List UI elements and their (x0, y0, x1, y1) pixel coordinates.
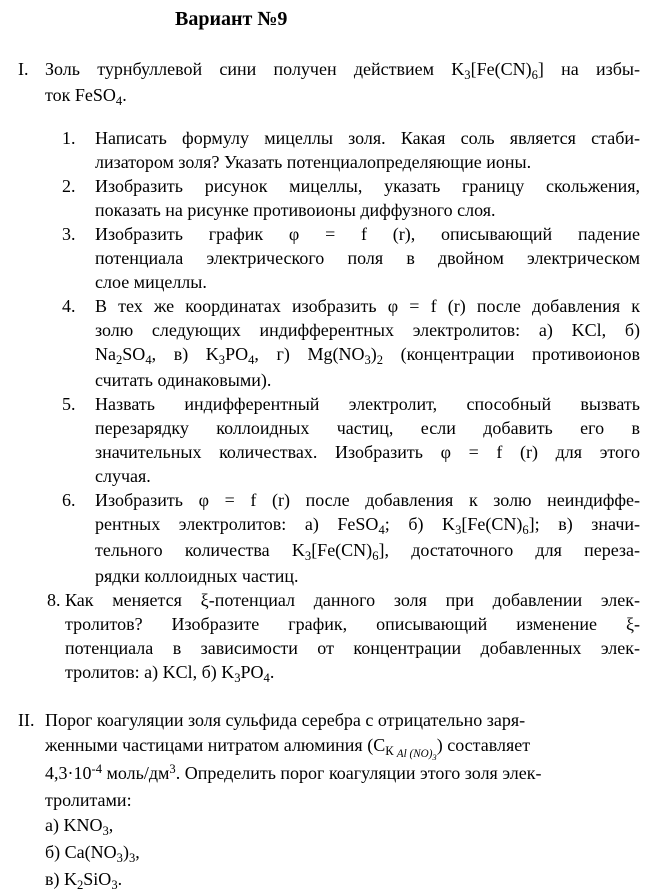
subscript: 3 (128, 850, 136, 865)
text-line (65, 660, 640, 686)
subscript: К (385, 743, 397, 758)
task-text (95, 126, 640, 174)
text-segment: в) K (45, 869, 77, 889)
text-line (45, 840, 640, 867)
subscript: 3 (111, 877, 118, 892)
text-segment: женными частицами нитратом алюминия (C (45, 735, 386, 755)
task-item (0, 222, 657, 294)
task-text (95, 488, 640, 588)
subscript: 4 (145, 352, 152, 367)
text-segment: , (135, 842, 140, 862)
text-line: Порог коагуляции золя сульфида серебра с отрицательно заря- (45, 710, 526, 730)
text-line: значительных количествах. Изобразить φ = f (r) для этого (95, 442, 640, 462)
subscript: 2 (116, 352, 123, 367)
task-number: 1. (62, 128, 76, 148)
text-segment: Золь турнбуллевой сини получен действием K (45, 59, 465, 79)
text-line: Как меняется ξ-потенциал данного золя при добавлении элек- (65, 590, 640, 610)
text-line: тролитами: (45, 790, 132, 810)
text-line: тролитов? Изобразите график, описывающий изменение ξ- (65, 614, 640, 634)
text-segment: , (108, 815, 114, 835)
text-segment: 4,3·10 (45, 763, 92, 783)
problem-2-marker: II. (18, 710, 35, 730)
task-text (95, 294, 640, 392)
text-segment: ток FeSO (45, 85, 116, 105)
task-list (0, 126, 657, 588)
text-line: рядки коллоидных частиц. (95, 566, 299, 586)
text-segment: ) (370, 344, 377, 364)
task-text (95, 174, 640, 222)
page-title: Вариант №9 (175, 8, 288, 30)
text-segment: . Определить порог коагуляции этого золя элек- (175, 763, 542, 783)
text-segment: ] на избы- (537, 59, 641, 79)
text-line (95, 342, 640, 368)
text-line: Изобразить φ = f (r) после добавления к золю неиндиффе- (95, 490, 640, 510)
text-segment: моль/дм (102, 763, 170, 783)
text-segment: , в) K (151, 344, 219, 364)
problem-2-text (45, 708, 640, 894)
text-line: считать одинаковыми). (95, 370, 272, 390)
text-segment: рентных электролитов: а) FeSO (95, 514, 379, 534)
text-line (45, 83, 640, 109)
text-line (45, 733, 640, 761)
text-segment: ; б) K (384, 514, 456, 534)
subscript: 2 (376, 352, 384, 367)
subscript: 6 (372, 548, 379, 563)
text-segment: ) составляет (436, 735, 531, 755)
text-line (95, 512, 640, 538)
task-number: 3. (62, 224, 76, 244)
task-text (95, 392, 640, 488)
text-segment: , г) Mg(NO (254, 344, 365, 364)
text-segment: [Fe(CN) (461, 514, 523, 534)
text-segment: ) (122, 842, 129, 862)
task-number: 6. (62, 490, 76, 510)
text-line: золю следующих индифферентных электролитов: а) KCl, б) (95, 320, 640, 340)
text-line: Написать формулу мицеллы золя. Какая соль является стаби- (95, 128, 640, 148)
subscript: 4 (263, 670, 270, 685)
text-segment: . (269, 662, 275, 682)
text-segment: а) KNO (45, 815, 103, 835)
problem-1-intro (0, 57, 657, 109)
task-item (0, 392, 657, 488)
text-segment: . (122, 85, 127, 105)
subscript: 3 (455, 522, 462, 537)
text-line (45, 761, 640, 788)
task-item (0, 294, 657, 392)
text-line (45, 813, 640, 840)
text-line: потенциала электрического поля в двойном электрическом (95, 248, 640, 268)
text-segment: Na (95, 344, 116, 364)
text-line: Изобразить график φ = f (r), описывающий падение (95, 224, 640, 244)
text-line: потенциала в зависимости от концентрации добавленных элек- (65, 638, 640, 658)
task-text (65, 588, 640, 686)
subscript: 6 (531, 67, 538, 82)
text-segment: [Fe(CN) (311, 540, 373, 560)
italic-subscript: Al (NO) (396, 748, 433, 761)
task-number: 5. (62, 394, 76, 414)
text-segment: ]; в) значи- (528, 514, 641, 534)
subscript: 4 (248, 352, 255, 367)
problem-2 (0, 708, 657, 894)
subscript: 6 (522, 522, 529, 537)
subscript: 3 (218, 352, 226, 367)
subscript: 4 (378, 522, 385, 537)
nested-subscript: 3 (432, 752, 437, 763)
subscript: 3 (102, 823, 109, 838)
text-segment: б) Ca(NO (45, 842, 117, 862)
text-segment: . (117, 869, 123, 889)
subscript: 4 (115, 93, 123, 108)
text-segment: [Fe(CN) (470, 59, 532, 79)
text-line: Изобразить рисунок мицеллы, указать границу скольжения, (95, 176, 640, 196)
task-item (0, 488, 657, 588)
superscript: 3 (169, 761, 176, 776)
subscript: 3 (304, 548, 312, 563)
text-line (45, 867, 640, 894)
superscript: -4 (91, 761, 102, 776)
problem-1-marker: I. (18, 59, 29, 79)
text-segment: ], достаточного для переза- (378, 540, 641, 560)
text-line (95, 538, 640, 564)
subscript: 2 (77, 877, 84, 892)
text-line: показать на рисунке противоионы диффузного слоя. (95, 200, 496, 220)
task-number: 2. (62, 176, 76, 196)
text-line: В тех же координатах изобразить φ = f (r) после добавления к (95, 296, 640, 316)
subscript: 3 (364, 352, 371, 367)
text-segment: PO (240, 662, 264, 682)
subscript: 3 (116, 850, 123, 865)
task-text (95, 222, 640, 294)
text-segment: тельного количества K (95, 540, 305, 560)
subscript: 3 (464, 67, 471, 82)
problem-1 (0, 57, 657, 686)
text-segment: PO (225, 344, 249, 364)
text-line: перезарядку коллоидных частиц, если добавить его в (95, 418, 640, 438)
task-item-8 (0, 588, 657, 686)
text-segment: SiO (83, 869, 112, 889)
text-segment: (концентрации противоионов (383, 344, 640, 364)
task-item (0, 174, 657, 222)
text-segment: тролитов: а) KCl, б) K (65, 662, 235, 682)
task-item (0, 126, 657, 174)
task-number: 8. (47, 590, 61, 610)
text-line: Назвать индифферентный электролит, способный вызвать (95, 394, 640, 414)
subscript: 3 (234, 670, 241, 685)
text-line: слое мицеллы. (95, 272, 207, 292)
problem-1-intro-text (45, 57, 640, 109)
text-line: лизатором золя? Указать потенциалопределяющие ионы. (95, 152, 532, 172)
text-line: случая. (95, 466, 151, 486)
text-segment: SO (122, 344, 146, 364)
task-number: 4. (62, 296, 76, 316)
text-line (45, 57, 640, 83)
